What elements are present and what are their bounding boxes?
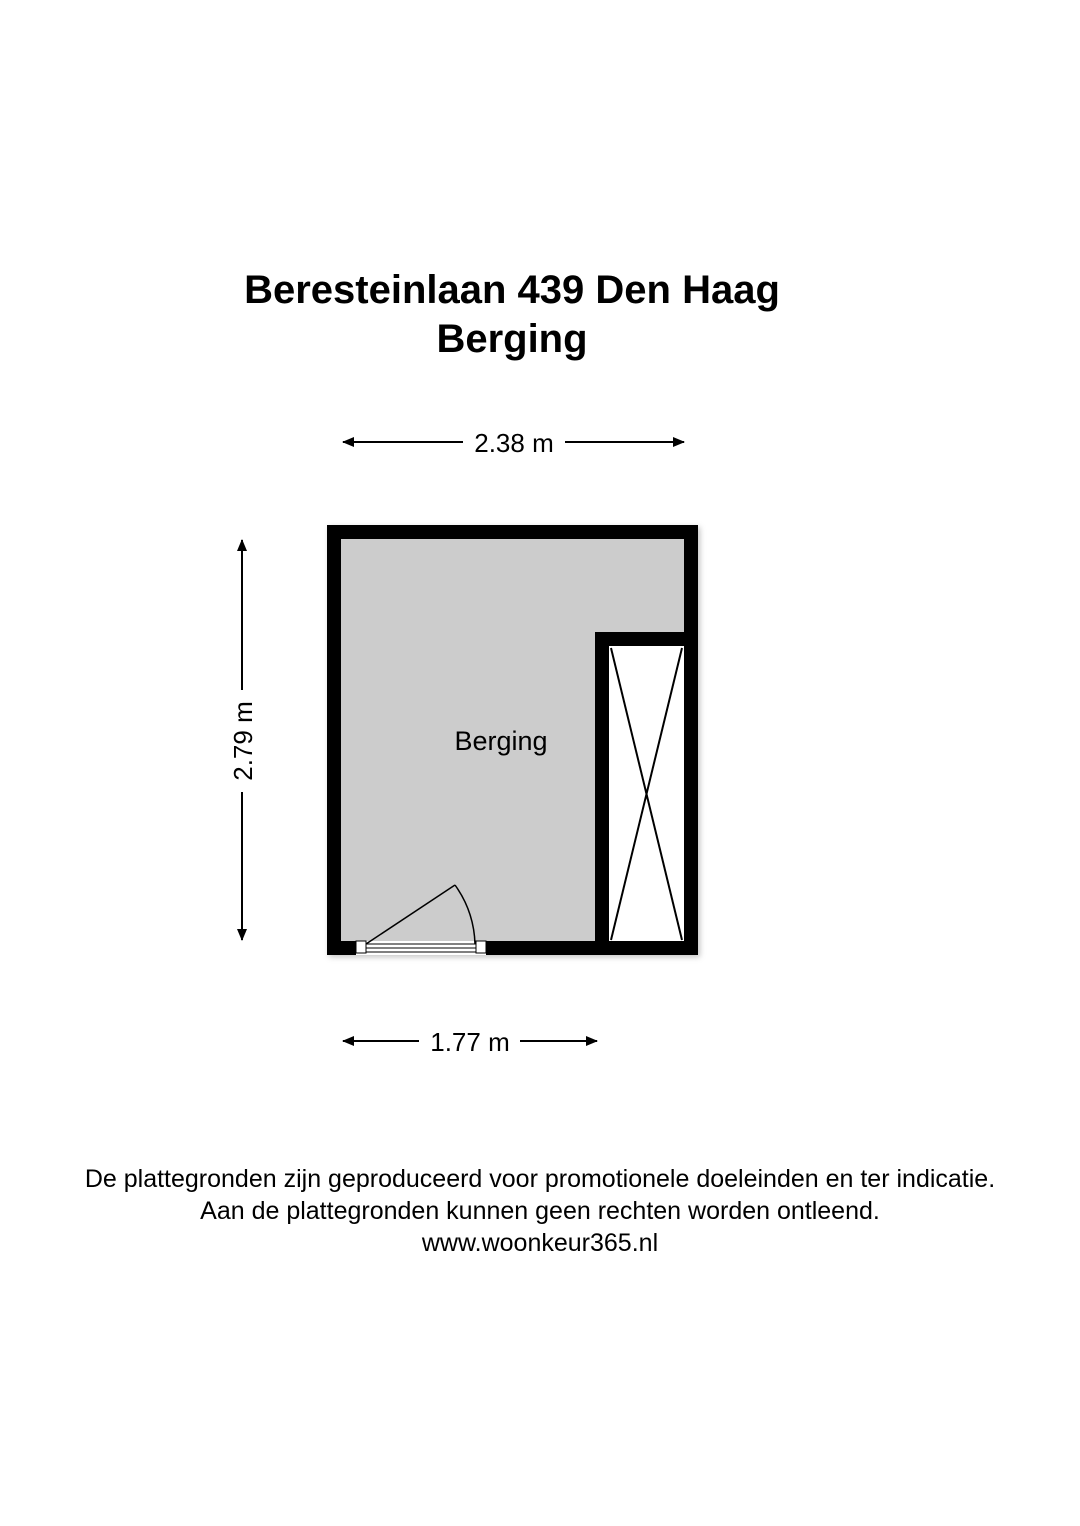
disclaimer-line-1: De plattegronden zijn geproduceerd voor promotionele doeleinden en ter indicatie. (84, 1165, 996, 1193)
floor-title: Berging (436, 317, 588, 361)
disclaimer-line-2: Aan de plattegronden kunnen geen rechten worden ontleend. (200, 1197, 880, 1225)
dimension-top (343, 428, 684, 458)
dimension-left (228, 540, 258, 940)
room-label: Berging (454, 726, 548, 756)
dimension-bottom-label: 1.77 m (430, 1027, 510, 1057)
dimension-top-label: 2.38 m (474, 428, 554, 458)
address-title: Beresteinlaan 439 Den Haag (244, 268, 780, 312)
dimension-bottom (343, 1027, 597, 1057)
website-text: www.woonkeur365.nl (421, 1229, 659, 1257)
dimension-left-label: 2.79 m (228, 701, 258, 781)
